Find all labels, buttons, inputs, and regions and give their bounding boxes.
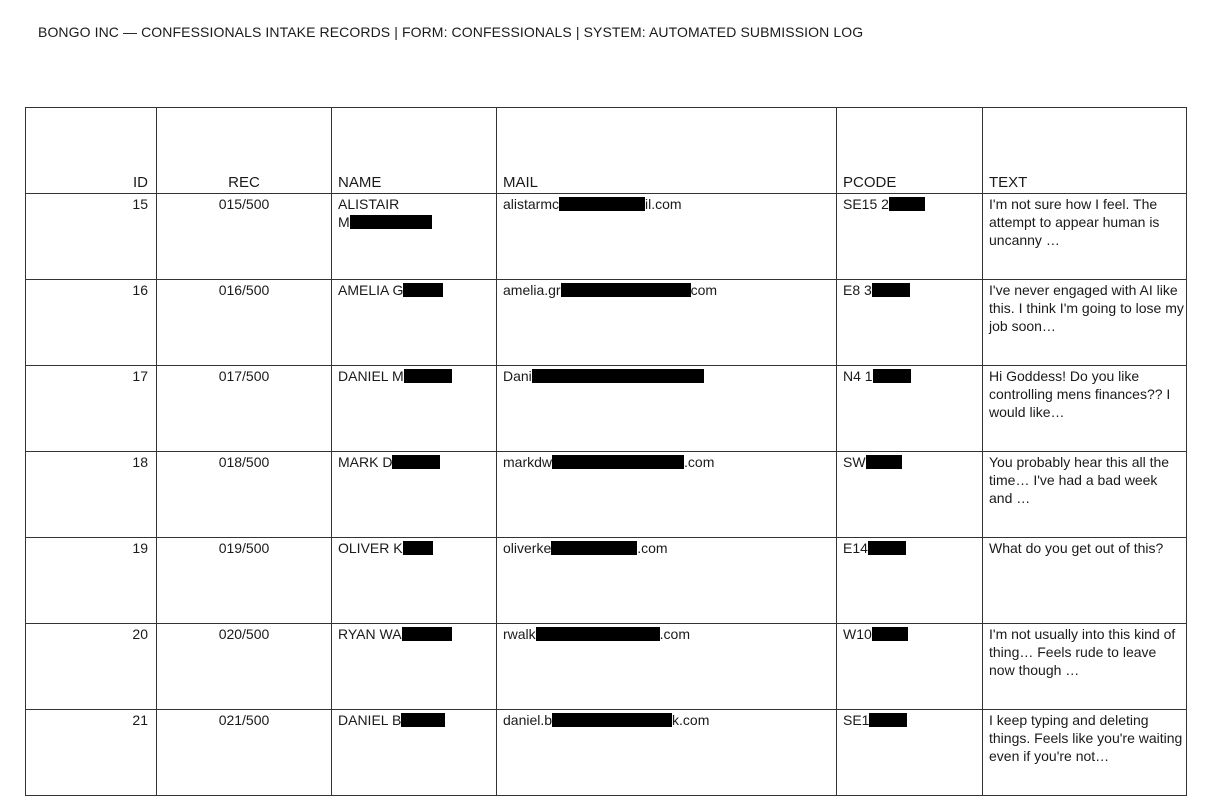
pcode-visible: SE1 xyxy=(843,712,870,728)
cell-pcode xyxy=(837,624,983,710)
cell-text: You probably hear this all the time… I've had a bad week and … xyxy=(983,452,1187,538)
mail-suffix: .com xyxy=(659,626,691,642)
column-header-rec: REC xyxy=(157,108,332,194)
redaction-bar xyxy=(551,541,637,555)
cell-pcode xyxy=(837,452,983,538)
table-row xyxy=(26,624,1187,710)
mail-suffix: com xyxy=(690,282,718,298)
cell-id: 16 xyxy=(26,280,157,366)
table-row xyxy=(26,280,1187,366)
redaction-bar xyxy=(392,455,440,469)
cell-text: I'm not sure how I feel. The attempt to appear human is uncanny … xyxy=(983,194,1187,280)
cell-pcode xyxy=(837,538,983,624)
cell-text: What do you get out of this? xyxy=(983,538,1187,624)
column-header-id: ID xyxy=(26,108,157,194)
cell-rec: 021/500 xyxy=(157,710,332,796)
pcode-visible: W10 xyxy=(843,626,872,642)
redaction-bar xyxy=(401,713,445,727)
cell-name xyxy=(332,452,497,538)
redaction-bar xyxy=(889,197,925,211)
cell-mail xyxy=(497,194,837,280)
cell-mail xyxy=(497,280,837,366)
redaction-bar xyxy=(404,369,452,383)
table-header-row xyxy=(26,108,1187,194)
cell-rec: 020/500 xyxy=(157,624,332,710)
cell-rec: 016/500 xyxy=(157,280,332,366)
cell-text: I'm not usually into this kind of thing… Feels rude to leave now though … xyxy=(983,624,1187,710)
column-header-name: NAME xyxy=(332,108,497,194)
cell-rec: 015/500 xyxy=(157,194,332,280)
mail-prefix: daniel.b xyxy=(503,712,553,728)
cell-text: Hi Goddess! Do you like controlling mens finances?? I would like… xyxy=(983,366,1187,452)
mail-suffix: .com xyxy=(637,540,668,556)
redaction-bar xyxy=(536,627,660,641)
redaction-bar xyxy=(552,455,684,469)
cell-pcode xyxy=(837,280,983,366)
redaction-bar xyxy=(403,283,443,297)
table-row xyxy=(26,710,1187,796)
mail-prefix: alistarmc xyxy=(503,196,560,212)
cell-id: 18 xyxy=(26,452,157,538)
redaction-bar xyxy=(402,627,452,641)
pcode-visible: E8 3 xyxy=(843,282,872,298)
name-visible: MARK D xyxy=(338,454,393,470)
mail-prefix: rwalk xyxy=(503,626,536,642)
mail-prefix: markdw xyxy=(503,454,553,470)
table-row xyxy=(26,538,1187,624)
cell-rec: 018/500 xyxy=(157,452,332,538)
name-visible-line2: M xyxy=(338,214,350,230)
pcode-visible: N4 1 xyxy=(843,368,873,384)
redaction-bar xyxy=(873,369,911,383)
cell-mail xyxy=(497,538,837,624)
table-row xyxy=(26,366,1187,452)
name-visible: RYAN WA xyxy=(338,626,402,642)
cell-mail xyxy=(497,452,837,538)
cell-id: 19 xyxy=(26,538,157,624)
column-header-mail: MAIL xyxy=(497,108,837,194)
cell-mail xyxy=(497,710,837,796)
redaction-bar xyxy=(868,541,906,555)
cell-mail xyxy=(497,366,837,452)
cell-name xyxy=(332,624,497,710)
cell-rec: 017/500 xyxy=(157,366,332,452)
redaction-bar xyxy=(559,197,645,211)
cell-name xyxy=(332,194,497,280)
pcode-visible: SE15 2 xyxy=(843,196,889,212)
cell-pcode xyxy=(837,194,983,280)
cell-pcode xyxy=(837,710,983,796)
mail-prefix: amelia.gr xyxy=(503,282,561,298)
document-title: BONGO INC — CONFESSIONALS INTAKE RECORDS | FORM: CONFESSIONALS | SYSTEM: AUTOMATED SUBMISSION LOG xyxy=(38,24,864,40)
table-row xyxy=(26,194,1187,280)
cell-name xyxy=(332,710,497,796)
cell-name xyxy=(332,366,497,452)
name-visible: DANIEL B xyxy=(338,712,402,728)
cell-mail xyxy=(497,624,837,710)
mail-suffix: k.com xyxy=(672,712,710,728)
redaction-bar xyxy=(872,627,908,641)
cell-name xyxy=(332,538,497,624)
mail-suffix: .com xyxy=(684,454,715,470)
cell-id: 17 xyxy=(26,366,157,452)
redaction-bar xyxy=(532,369,704,383)
redaction-bar xyxy=(866,455,902,469)
column-header-pcode: PCODE xyxy=(837,108,983,194)
pcode-visible: E14 xyxy=(843,540,868,556)
name-visible: AMELIA G xyxy=(338,282,404,298)
name-visible: OLIVER K xyxy=(338,540,403,556)
column-header-text: TEXT xyxy=(983,108,1187,194)
name-visible: ALISTAIR xyxy=(338,196,400,212)
cell-text: I've never engaged with AI like this. I think I'm going to lose my job soon… xyxy=(983,280,1187,366)
redaction-bar xyxy=(552,713,672,727)
redaction-bar xyxy=(872,283,910,297)
redaction-bar xyxy=(869,713,907,727)
pcode-visible: SW xyxy=(843,454,866,470)
cell-id: 21 xyxy=(26,710,157,796)
records-table xyxy=(25,107,1187,796)
redaction-bar xyxy=(350,215,432,229)
cell-name xyxy=(332,280,497,366)
table-row xyxy=(26,452,1187,538)
cell-rec: 019/500 xyxy=(157,538,332,624)
mail-suffix: il.com xyxy=(645,196,682,212)
mail-prefix: Dani xyxy=(503,368,532,384)
cell-id: 15 xyxy=(26,194,157,280)
redaction-bar xyxy=(403,541,433,555)
cell-text: I keep typing and deleting things. Feels like you're waiting even if you're not… xyxy=(983,710,1187,796)
redaction-bar xyxy=(561,283,691,297)
mail-prefix: oliverke xyxy=(503,540,552,556)
cell-pcode xyxy=(837,366,983,452)
name-visible: DANIEL M xyxy=(338,368,404,384)
cell-id: 20 xyxy=(26,624,157,710)
